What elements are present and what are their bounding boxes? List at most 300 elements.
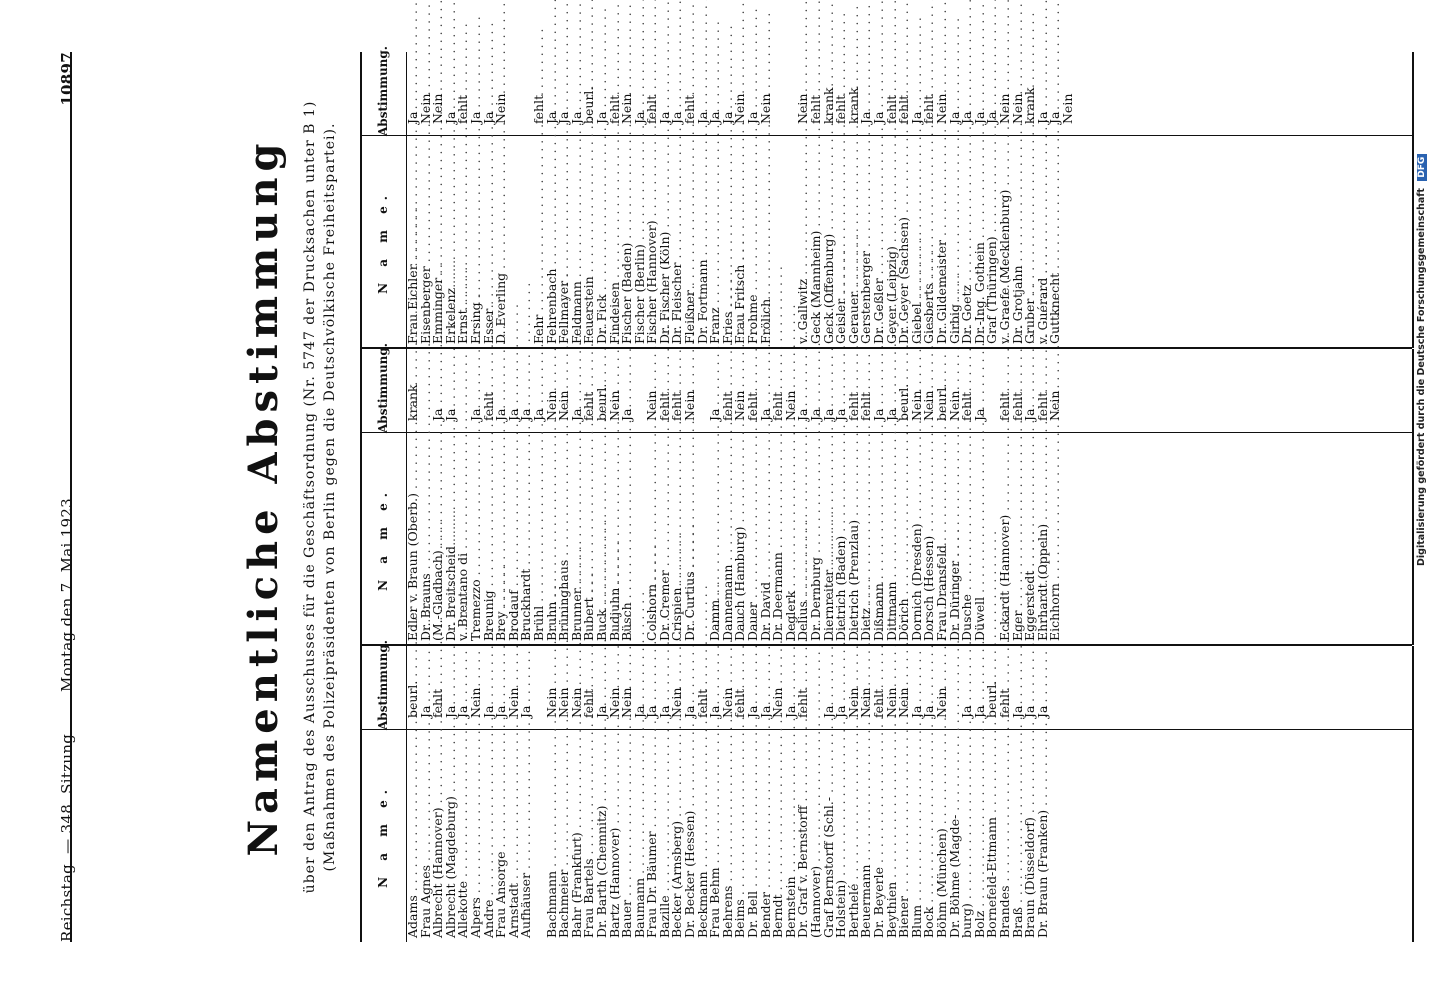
member-name: Eisenberger . . . — [420, 144, 433, 344]
member-name: Adams . . . — [407, 738, 420, 938]
vote-value: Ja — [656, 705, 672, 718]
member-name: Frau Dransfeld . . . — [936, 441, 949, 641]
vote-value: fehlt — [606, 94, 622, 124]
vote-value: Ja — [1034, 111, 1050, 124]
vote-value: fehlt — [795, 688, 811, 718]
member-name: Deglerk . . . — [785, 441, 798, 641]
member-name: Geck (Offenburg) . . . — [823, 144, 836, 344]
vote-value: Nein — [556, 687, 572, 718]
vote-value: beurl. — [593, 383, 609, 421]
vote-value: Nein — [933, 93, 949, 124]
member-name: Findeisen . . . — [609, 144, 622, 344]
member-name: Bazille . . . — [659, 738, 672, 938]
vote-value: Ja — [669, 111, 685, 124]
vote-value: Ja — [908, 705, 924, 718]
member-name: Bruckhardt . . . — [520, 441, 533, 641]
vote-value: fehlt — [719, 391, 735, 421]
vote-value: Ja — [631, 705, 647, 718]
vote-value: Nein — [732, 390, 748, 421]
vote-value: Ja — [808, 408, 823, 421]
member-name: Fischer (Berlin) . . . — [634, 144, 647, 344]
member-name: Dr. Bell . . . — [747, 738, 760, 938]
vote-value: Nein — [908, 390, 924, 421]
vote-value: Nein — [556, 390, 572, 421]
vote-value: fehlt — [581, 688, 597, 718]
member-name: v. Graefe (Mecklenburg) . . . — [999, 144, 1012, 344]
vote-value: Nein — [430, 93, 446, 124]
vote-value: Ja — [568, 408, 584, 421]
vote-value: Nein — [467, 687, 483, 718]
vote-value: fehlt — [896, 94, 912, 124]
member-name: Brühl . . . — [533, 441, 546, 641]
member-name: Dr. Braun (Franken) . . . — [1037, 738, 1050, 938]
vote-value: Ja — [707, 111, 723, 124]
member-name: Damm . . . — [709, 441, 722, 641]
member-name: Frau Ansorge . . . — [495, 738, 508, 938]
member-name: Geyer (Leipzig) . . . — [886, 144, 899, 344]
vote-value: Ja — [870, 111, 886, 124]
vote-value: beurl. — [581, 86, 597, 124]
vote-value: Nein — [896, 687, 912, 718]
member-name: Dr. Becker (Hessen) . . . — [684, 738, 697, 938]
member-name: Düwell . . . — [974, 441, 987, 641]
member-name: Emminger . . . — [432, 144, 445, 344]
member-name: Brodauf . . . — [508, 441, 521, 641]
member-name: Gerauer . . . — [848, 144, 861, 344]
vote-value: Nein — [568, 687, 584, 718]
vote-value: Ja — [493, 705, 509, 718]
member-name: Dr. Deermann . . . — [772, 441, 785, 641]
member-name: Eichhorn . . . — [1049, 441, 1062, 641]
table-header — [362, 46, 407, 348]
vote-value: Nein — [619, 687, 635, 718]
member-name: Dr. Brauns . . . — [420, 441, 433, 641]
table-row — [495, 52, 508, 348]
vote-value: Ja — [745, 111, 761, 124]
vote-value: Ja — [694, 111, 710, 124]
header-rule — [70, 52, 72, 942]
vote-value: Nein — [732, 93, 748, 124]
vote-value: Ja — [782, 705, 798, 718]
vote-value: Ja — [405, 111, 420, 124]
vote-value: fehlt — [858, 391, 874, 421]
subtitle-line-2: (Maßnahmen des Polizeipräsidenten von Berlin gegen die Deutschvölkische Freiheitspartei). — [322, 122, 338, 872]
vote-value: fehlt — [745, 391, 761, 421]
member-name: Böhm (München) . . . — [936, 738, 949, 938]
member-name: Frau Bartels . . . — [583, 738, 596, 938]
vote-value: Nein — [543, 390, 559, 421]
vote-value: Ja — [1022, 408, 1038, 421]
member-name: Beims . . . — [734, 738, 747, 938]
header-session: Reichstag. — 348. Sitzung. — [58, 728, 76, 942]
member-name: Dr. Curtius . . . — [684, 441, 697, 641]
member-name: Berndt . . . — [772, 738, 785, 938]
member-name: v. Guérard . . . — [1037, 144, 1050, 344]
vote-value: fehlt — [430, 688, 446, 718]
member-name: Dißmann . . . — [873, 441, 886, 641]
member-name: Frau Behm . . . — [709, 738, 722, 938]
vote-value: Ja — [530, 408, 546, 421]
member-name: Dietrich (Baden) . . . — [835, 441, 848, 641]
member-name: Bornefeld-Ettmann . . . — [986, 738, 999, 938]
vote-value: Ja — [442, 111, 458, 124]
column-divider — [360, 347, 1412, 349]
vote-value: Ja — [493, 408, 509, 421]
member-name: Ersing . . . — [470, 144, 483, 344]
vote-value: Ja — [971, 111, 987, 124]
member-name: Andre . . . — [483, 738, 496, 938]
table-row — [1049, 349, 1062, 645]
member-name: Dittmann . . . — [886, 441, 899, 641]
vote-value: Ja — [455, 705, 471, 718]
member-name: Dr. Breitscheid . . . — [445, 441, 458, 641]
vote-value: fehlt — [656, 391, 672, 421]
member-name: (M.-Gladbach) . . . — [432, 441, 445, 641]
member-name: Fehr . . . — [533, 144, 546, 344]
vote-value: Ja — [556, 111, 572, 124]
vote-value: Ja — [518, 408, 534, 421]
page-title: Namentliche Abstimmung — [240, 137, 287, 857]
member-name: D. Everling . . . — [495, 144, 508, 344]
subtitle-line-1: über den Antrag des Ausschusses für die Geschäftsordnung (Nr. 5747 der Drucksachen unter B 1) — [302, 100, 318, 894]
member-name: Eger . . . — [1012, 441, 1025, 641]
vote-value: Nein — [606, 390, 622, 421]
vote-value: beurl. — [984, 680, 1000, 718]
vote-value: Ja — [946, 111, 962, 124]
member-name: Holstein) . . . — [835, 738, 848, 938]
member-name: Dr.-Ing. Gothein . . . — [974, 144, 987, 344]
member-name: Diernreiter . . . — [823, 441, 836, 641]
vote-value: Ja — [984, 111, 1000, 124]
vote-table-column-3 — [360, 46, 1414, 348]
vote-value: fehlt — [644, 94, 660, 124]
member-name: Edler v. Braun (Oberb.) . . . — [407, 441, 420, 641]
column-divider — [360, 644, 1412, 646]
member-name: Fellmayer . . . — [558, 144, 571, 344]
vote-value: Ja — [518, 705, 534, 718]
member-name: Graf (Thüringen) . . . — [986, 144, 999, 344]
table-header — [362, 343, 407, 645]
vote-value: Nein — [858, 687, 874, 718]
member-name: Eckardt (Hannover) . . . — [999, 441, 1012, 641]
vote-value: fehlt — [669, 391, 685, 421]
table-row — [757, 52, 773, 348]
vote-value: Ja — [795, 408, 811, 421]
member-name: Beythien . . . — [886, 738, 899, 938]
vote-value: Nein — [606, 687, 622, 718]
member-name: Dr. Fortmann . . . — [697, 144, 710, 344]
member-name: Dr. Dernburg . . . — [810, 441, 823, 641]
member-name: Dörich . . . — [898, 441, 911, 641]
vote-value: Ja — [1047, 111, 1063, 124]
vote-value: Ja — [858, 111, 874, 124]
vote-value: krank — [1022, 87, 1038, 124]
vote-value: fehlt — [959, 391, 975, 421]
member-name: Dr. Fischer (Köln) . . . — [659, 144, 672, 344]
vote-value: Ja — [1022, 705, 1038, 718]
vote-value: fehlt — [1034, 391, 1050, 421]
member-name: Buck . . . — [596, 441, 609, 641]
digitization-text: Digitalisierung gefördert durch die Deutsche Forschungsgemeinschaft — [1416, 188, 1427, 566]
vote-value: Nein — [505, 687, 521, 718]
vote-value: Nein — [883, 687, 899, 718]
member-name: Graf Bernstorff (Schl.- . . . — [823, 738, 836, 938]
vote-value: Ja — [908, 111, 924, 124]
dfg-logo: DFG — [1417, 154, 1427, 181]
member-name: Braß . . . — [1012, 738, 1025, 938]
member-name: Dr. Barth (Chemnitz) . . . — [596, 738, 609, 938]
member-name: Albrecht (Magdeburg) . . . — [445, 738, 458, 938]
vote-value: Ja — [1009, 705, 1025, 718]
member-name: Fischer (Baden) . . . — [621, 144, 634, 344]
vote-value: Ja — [707, 705, 723, 718]
member-name: v. Brentano di . . . — [457, 441, 470, 641]
member-name: Frau Dr. Bäumer . . . — [646, 738, 659, 938]
vote-value: Ja — [757, 408, 773, 421]
vote-value: fehlt — [694, 688, 710, 718]
member-name: Dr. Düringer . . . — [949, 441, 962, 641]
member-name: Bauer . . . — [621, 738, 634, 938]
member-name: Dietrich (Prenzlau) . . . — [848, 441, 861, 641]
member-name: Brüninghaus . . . — [558, 441, 571, 641]
vote-header: Abstimmung. — [376, 640, 390, 730]
member-name: Fischer (Hannover) . . . — [646, 144, 659, 344]
member-name: Baumann . . . — [634, 738, 647, 938]
table-row — [1034, 646, 1050, 942]
vote-value: Ja — [593, 705, 609, 718]
member-name: Ehrhardt (Oppeln) . . . — [1037, 441, 1050, 641]
member-name: Frau Fritsch . . . — [734, 144, 747, 344]
vote-header: Abstimmung. — [376, 343, 390, 433]
vote-value: Ja — [971, 705, 987, 718]
name-header: N a m e. — [376, 487, 390, 591]
vote-value: Ja — [870, 408, 886, 421]
table-row — [971, 349, 987, 645]
member-name: Guttknecht . . . — [1049, 144, 1062, 344]
member-name: Budjuhn . . . — [609, 441, 622, 641]
vote-value: Nein — [543, 687, 559, 718]
vote-value: fehlt — [921, 94, 937, 124]
vote-value: fehlt — [845, 391, 861, 421]
vote-header: Abstimmung. — [376, 46, 390, 136]
vote-table-column-1 — [360, 640, 1414, 942]
member-name: Feuerstein . . . — [583, 144, 596, 344]
member-name: Erkelenz . . . — [445, 144, 458, 344]
member-name: Bock . . . — [923, 738, 936, 938]
member-name: Brandes . . . — [999, 738, 1012, 938]
vote-value: Ja — [682, 705, 698, 718]
member-name: Bernstein . . . — [785, 738, 798, 938]
vote-value: fehlt — [770, 391, 786, 421]
member-name: Aufhäuser . . . — [520, 738, 533, 938]
vote-value: fehlt — [996, 688, 1012, 718]
vote-value: Ja — [820, 408, 836, 421]
member-name: Dr. Fick . . . — [596, 144, 609, 344]
member-name: Gruber . . . — [1024, 144, 1037, 344]
vote-value: fehlt — [480, 391, 496, 421]
vote-value: Ja — [543, 111, 559, 124]
table-row — [520, 646, 533, 942]
member-name: Eggerstedt . . . — [1024, 441, 1037, 641]
member-name: Büsch . . . — [621, 441, 634, 641]
member-name: Dorsch (Hessen) . . . — [923, 441, 936, 641]
vote-value: Ja — [505, 408, 521, 421]
member-name: Dr. Graf v. Bernstorff . . . — [797, 738, 810, 938]
member-name: Fehrenbach . . . — [546, 144, 559, 344]
member-name: burg) . . . — [961, 738, 974, 938]
table-row — [621, 349, 634, 645]
vote-value: beurl. — [405, 680, 420, 718]
table-row — [684, 349, 697, 645]
vote-value: Nein — [845, 687, 861, 718]
member-name: Fleißner . . . — [684, 144, 697, 344]
member-name: Dauer . . . — [747, 441, 760, 641]
vote-value: beurl. — [896, 383, 912, 421]
member-name: Albrecht (Hannover) . . . — [432, 738, 445, 938]
vote-value: Ja — [430, 408, 446, 421]
vote-value: fehlt — [870, 688, 886, 718]
member-name: Dornich (Dresden) . . . — [911, 441, 924, 641]
member-name: Dannemann . . . — [722, 441, 735, 641]
vote-value: Nein — [1009, 93, 1025, 124]
member-name: Berthelé . . . — [848, 738, 861, 938]
member-name: Geisler . . . — [835, 144, 848, 344]
member-name: (Hannover) . . . — [810, 738, 823, 938]
table-row — [1059, 52, 1075, 348]
vote-value: Nein — [644, 390, 660, 421]
vote-value: Ja — [480, 705, 496, 718]
vote-value: krank — [845, 87, 861, 124]
member-name: Girbig . . . — [949, 144, 962, 344]
vote-value: Ja — [593, 111, 609, 124]
member-name: Allekotte . . . — [457, 738, 470, 938]
vote-table-column-2 — [360, 343, 1414, 645]
vote-value: Ja — [1034, 705, 1050, 718]
member-name: Dr. David . . . — [760, 441, 773, 641]
digitization-note — [1416, 6, 1432, 566]
member-name: Ernst . . . — [457, 144, 470, 344]
member-name: Dietz . . . — [860, 441, 873, 641]
member-name: Bender . . . — [760, 738, 773, 938]
vote-value: Nein — [795, 93, 811, 124]
name-header: N a m e. — [376, 784, 390, 888]
member-name: Gerstenberger . . . — [860, 144, 873, 344]
vote-value: Ja — [833, 408, 849, 421]
vote-value: fehlt — [682, 94, 698, 124]
subtitle — [300, 52, 340, 942]
member-name: Dr. Cremer . . . — [659, 441, 672, 641]
member-name: Dr. Gildemeister . . . — [936, 144, 949, 344]
member-name: Geck (Mannheim) . . . — [810, 144, 823, 344]
vote-value: Nein — [719, 687, 735, 718]
vote-value: Nein — [493, 93, 509, 124]
vote-value: Nein — [996, 93, 1012, 124]
vote-value: Ja — [568, 111, 584, 124]
name-header: N a m e. — [376, 190, 390, 294]
member-name: Arnstadt . . . — [508, 738, 521, 938]
vote-value: fehlt — [883, 94, 899, 124]
page-number: 10897 — [58, 52, 76, 106]
row-gap — [508, 52, 521, 348]
vote-value: Ja — [442, 705, 458, 718]
member-name: Biener . . . — [898, 738, 911, 938]
vote-value: fehlt — [530, 94, 546, 124]
member-name: Feldmann . . . — [571, 144, 584, 344]
member-name: Dr. Beyerle . . . — [873, 738, 886, 938]
vote-value: fehlt — [732, 688, 748, 718]
member-name: Beckmann . . . — [697, 738, 710, 938]
member-name: Dr. Geyer (Sachsen) . . . — [898, 144, 911, 344]
header-date: Montag den 7. Mai 1923. — [58, 492, 76, 692]
vote-value: Ja — [921, 705, 937, 718]
vote-value: Ja — [833, 705, 849, 718]
vote-value: Nein — [417, 93, 433, 124]
member-name: Bachmeier . . . — [558, 738, 571, 938]
member-name: Giesberts . . . — [923, 144, 936, 344]
member-name: Dr. Böhme (Magde- . . . — [949, 738, 962, 938]
vote-value: fehlt — [455, 94, 471, 124]
vote-value: Ja — [467, 408, 483, 421]
vote-value: Ja — [656, 111, 672, 124]
member-name: Bachmann . . . — [546, 738, 559, 938]
vote-value: Nein — [682, 390, 698, 421]
member-name: Frau Eichler . . . — [407, 144, 420, 344]
vote-value: fehlt — [1009, 391, 1025, 421]
member-name: Dauch (Hamburg) . . . — [734, 441, 747, 641]
vote-value: fehlt — [808, 94, 823, 124]
vote-value: Ja — [619, 408, 635, 421]
vote-value: Ja — [745, 705, 761, 718]
member-name: v. Gallwitz . . . — [797, 144, 810, 344]
member-name: Frölich . . . — [760, 144, 773, 344]
vote-value: Nein — [933, 687, 949, 718]
member-name: Brunner . . . — [571, 441, 584, 641]
member-name: Esser . . . — [483, 144, 496, 344]
vote-value: Nein — [921, 390, 937, 421]
member-name: Franz . . . — [709, 144, 722, 344]
member-name: Brey . . . — [495, 441, 508, 641]
table-header — [362, 640, 407, 942]
vote-value: Ja — [480, 111, 496, 124]
vote-value: Nein — [770, 687, 786, 718]
member-name: Bruhn . . . — [546, 441, 559, 641]
member-name: Fries . . . — [722, 144, 735, 344]
vote-value: Nein — [1059, 93, 1075, 124]
member-name: Delius . . . — [797, 441, 810, 641]
member-name: Breunig . . . — [483, 441, 496, 641]
member-name: Behrens . . . — [722, 738, 735, 938]
member-name: Tremezzo . . . — [470, 441, 483, 641]
vote-value: Ja — [757, 705, 773, 718]
vote-value: Ja — [820, 705, 836, 718]
vote-value: Nein — [669, 687, 685, 718]
member-name: Bahr (Frankfurt) . . . — [571, 738, 584, 938]
row-gap — [772, 52, 785, 348]
vote-value: Ja — [719, 111, 735, 124]
member-name: Becker (Arnsberg) . . . — [671, 738, 684, 938]
vote-value: fehlt — [833, 94, 849, 124]
member-name: Frohme . . . — [747, 144, 760, 344]
member-name: Crispien . . . — [671, 441, 684, 641]
member-name: Giebel . . . — [911, 144, 924, 344]
vote-value: Nein — [757, 93, 773, 124]
member-name: Bartz (Hannover) . . . — [609, 738, 622, 938]
member-name: Dusche . . . — [961, 441, 974, 641]
member-name: Frau Agnes . . . — [420, 738, 433, 938]
vote-value: Ja — [631, 111, 647, 124]
member-name: Dr. Goetz . . . — [961, 144, 974, 344]
vote-value: Ja — [467, 111, 483, 124]
